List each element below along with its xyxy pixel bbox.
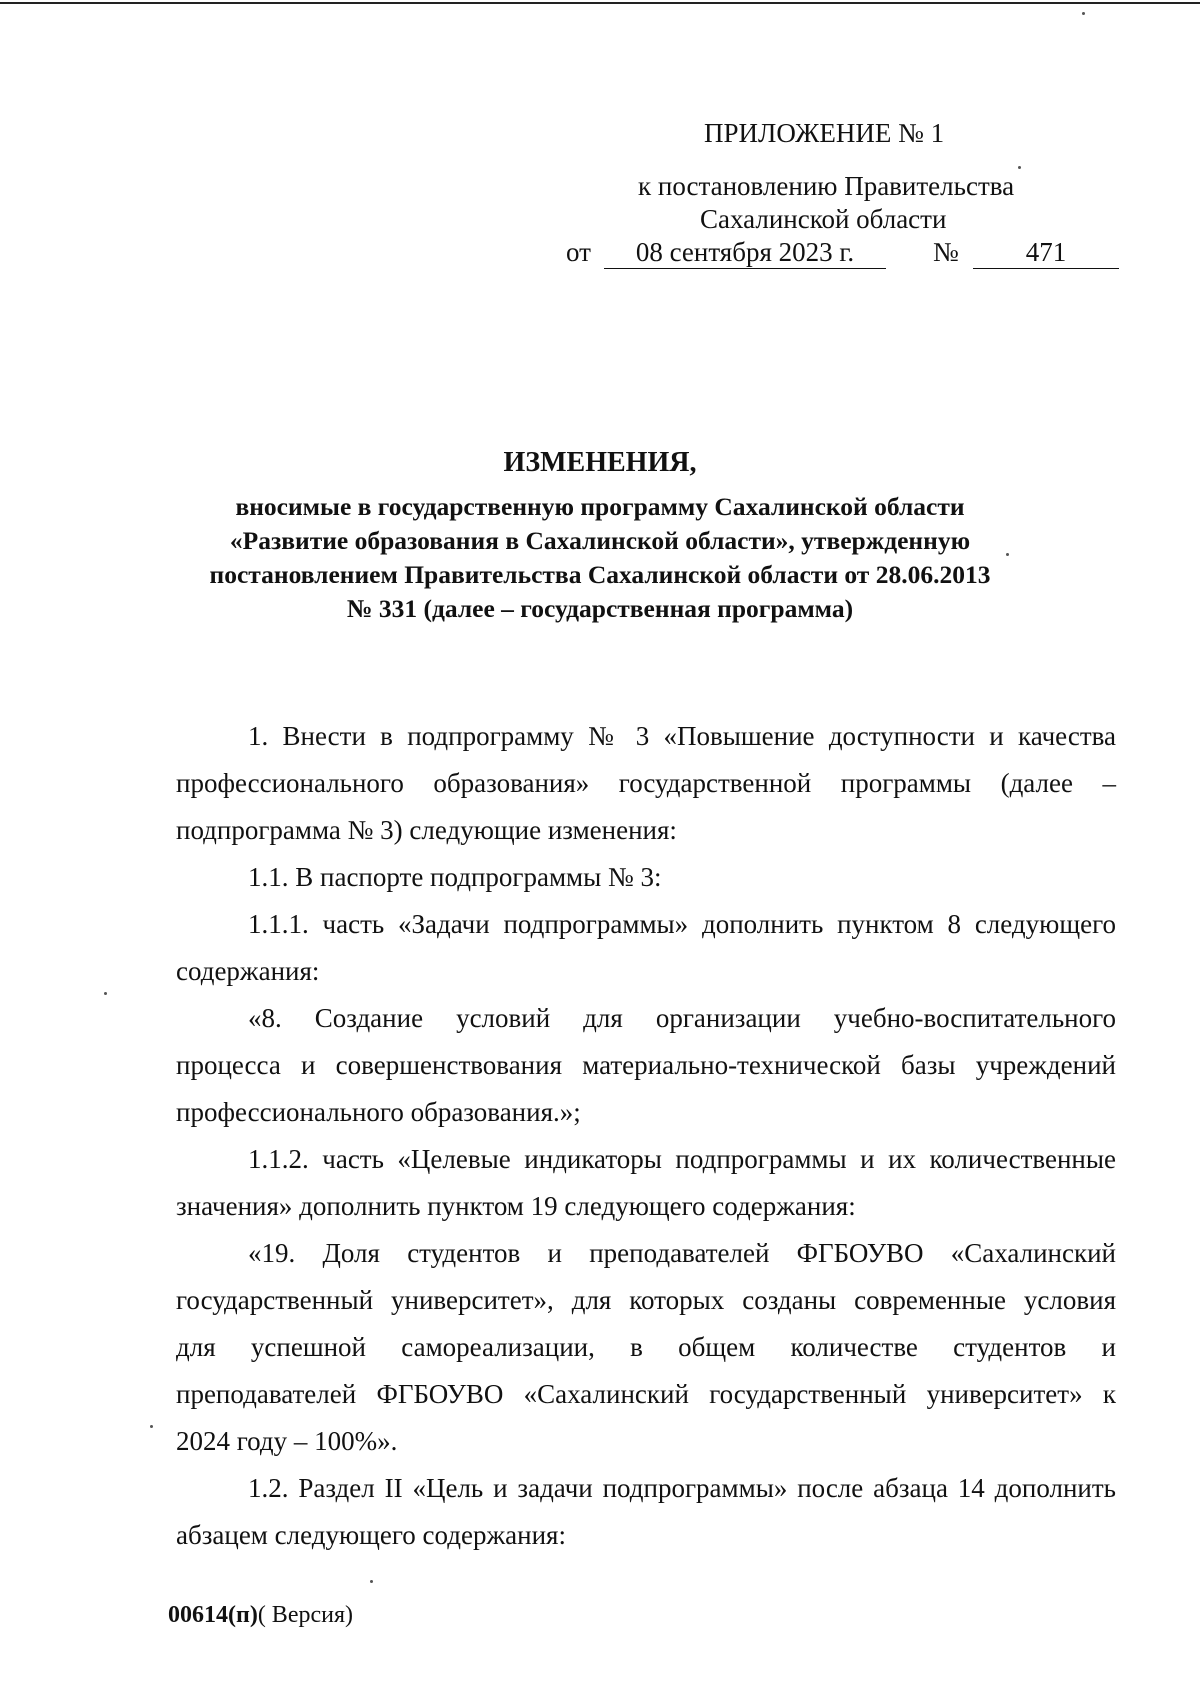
decree-reference: к постановлению Правительства xyxy=(638,171,1015,201)
region-name: Сахалинской области xyxy=(700,204,947,234)
text-line: 1.1.1. часть «Задачи подпрограммы» дополнить пунктом 8 следующего xyxy=(248,909,1116,939)
paragraph-item-19 xyxy=(176,1230,1116,1465)
subheading-line: № 331 (далее – государственная программа) xyxy=(346,594,854,623)
text-line: значения» дополнить пунктом 19 следующего содержания: xyxy=(176,1191,856,1221)
scan-top-edge xyxy=(0,2,1200,4)
text-line: процесса и совершенствования материально-технической базы учреждений xyxy=(176,1050,1116,1080)
number-label: № xyxy=(933,237,959,267)
text-line: профессионального образования.»; xyxy=(176,1097,581,1127)
text-line: 2024 году – 100%». xyxy=(176,1426,398,1456)
scan-speck xyxy=(1006,553,1009,556)
text-line: государственный университет», для которых созданы современные условия xyxy=(176,1285,1116,1315)
decree-date-line xyxy=(566,237,1126,273)
paragraph-1 xyxy=(176,713,1116,854)
document-version: ( Версия) xyxy=(257,1602,353,1628)
text-line: подпрограмма № 3) следующие изменения: xyxy=(176,815,677,845)
document-code xyxy=(168,1602,353,1629)
subheading-line: постановлением Правительства Сахалинской области от 28.06.2013 xyxy=(209,560,991,589)
scan-speck xyxy=(370,1580,373,1583)
text-line: «8. Создание условий для организации учебно-воспитательного xyxy=(248,1003,1116,1033)
document-body xyxy=(176,713,1116,1559)
paragraph-1-1-1 xyxy=(176,901,1116,995)
scan-speck xyxy=(150,1425,153,1428)
from-label: от xyxy=(566,237,591,267)
document-heading: ИЗМЕНЕНИЯ, xyxy=(503,447,697,478)
decree-date: 08 сентября 2023 г. xyxy=(604,237,886,269)
text-line: 1. Внести в подпрограмму № 3 «Повышение доступности и качества xyxy=(248,721,1116,751)
paragraph-1-2 xyxy=(176,1465,1116,1559)
scan-speck xyxy=(104,992,107,995)
paragraph-item-8 xyxy=(176,995,1116,1136)
text-line: 1.1.2. часть «Целевые индикаторы подпрограммы и их количественные xyxy=(248,1144,1116,1174)
text-line: абзацем следующего содержания: xyxy=(176,1520,566,1550)
document-code-number: 00614(п) xyxy=(168,1602,258,1628)
paragraph-1-1 xyxy=(176,854,1116,901)
decree-number: 471 xyxy=(973,237,1119,269)
scan-speck xyxy=(1018,166,1021,169)
text-line: 1.2. Раздел II «Цель и задачи подпрограммы» после абзаца 14 дополнить xyxy=(248,1473,1116,1503)
text-line: преподавателей ФГБОУВО «Сахалинский государственный университет» к xyxy=(176,1379,1116,1409)
text-line: содержания: xyxy=(176,956,320,986)
subheading-line: вносимые в государственную программу Сахалинской области xyxy=(235,492,965,521)
paragraph-1-1-2 xyxy=(176,1136,1116,1230)
appendix-title: ПРИЛОЖЕНИЕ № 1 xyxy=(704,118,945,148)
text-line: профессионального образования» государственной программы (далее – xyxy=(176,768,1116,798)
text-line: 1.1. В паспорте подпрограммы № 3: xyxy=(248,862,662,892)
text-line: «19. Доля студентов и преподавателей ФГБОУВО «Сахалинский xyxy=(248,1238,1116,1268)
subheading-line: «Развитие образования в Сахалинской области», утвержденную xyxy=(229,526,971,555)
scan-speck xyxy=(1082,12,1085,15)
text-line: для успешной самореализации, в общем количестве студентов и xyxy=(176,1332,1116,1362)
document-subheading xyxy=(130,490,1070,626)
